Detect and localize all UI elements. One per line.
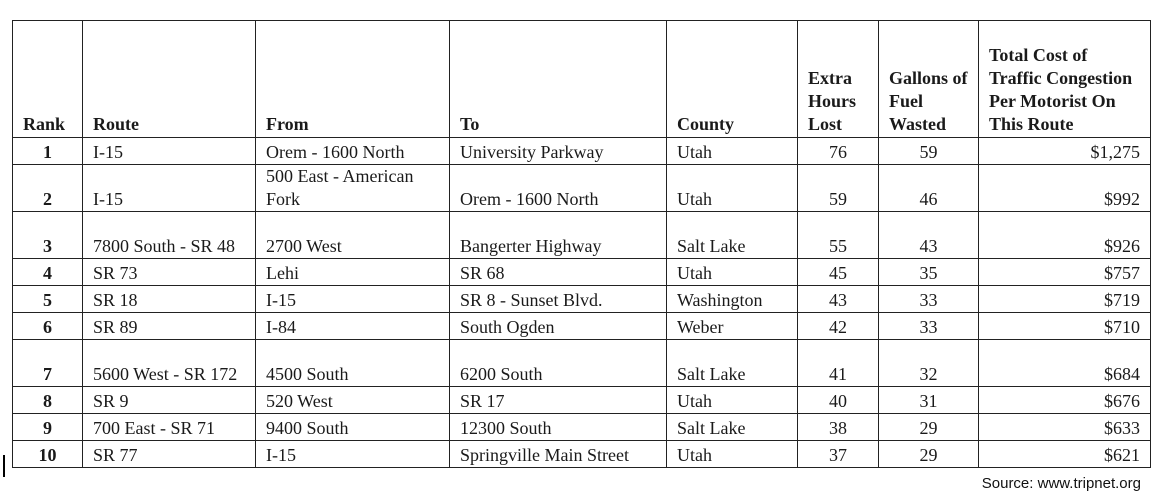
county-cell: Utah <box>667 165 798 212</box>
from-cell: I-84 <box>256 313 450 340</box>
gallons-cell: 32 <box>879 340 979 387</box>
route-cell: 700 East - SR 71 <box>83 414 256 441</box>
rank-cell: 9 <box>13 414 83 441</box>
header-gallons-fuel-wasted: Gallons of Fuel Wasted <box>879 21 979 138</box>
gallons-cell: 29 <box>879 414 979 441</box>
to-cell: Springville Main Street <box>450 441 667 468</box>
cost-cell: $633 <box>979 414 1151 441</box>
hours-cell: 55 <box>798 212 879 259</box>
gallons-cell: 46 <box>879 165 979 212</box>
cost-cell: $719 <box>979 286 1151 313</box>
rank-cell: 5 <box>13 286 83 313</box>
from-cell: 4500 South <box>256 340 450 387</box>
rank-cell: 8 <box>13 387 83 414</box>
to-cell: University Parkway <box>450 138 667 165</box>
hours-cell: 45 <box>798 259 879 286</box>
county-cell: Utah <box>667 441 798 468</box>
header-from: From <box>256 21 450 138</box>
header-row <box>13 21 1151 138</box>
rank-cell: 7 <box>13 340 83 387</box>
from-cell: 9400 South <box>256 414 450 441</box>
county-cell: Weber <box>667 313 798 340</box>
hours-cell: 40 <box>798 387 879 414</box>
rank-cell: 4 <box>13 259 83 286</box>
county-cell: Salt Lake <box>667 340 798 387</box>
to-cell: Orem - 1600 North <box>450 165 667 212</box>
table-row <box>13 259 1151 286</box>
text-cursor <box>3 455 5 477</box>
to-cell: 12300 South <box>450 414 667 441</box>
header-rank: Rank <box>13 21 83 138</box>
table-row <box>13 138 1151 165</box>
cost-cell: $676 <box>979 387 1151 414</box>
from-cell: I-15 <box>256 286 450 313</box>
hours-cell: 76 <box>798 138 879 165</box>
header-total-cost: Total Cost of Traffic Congestion Per Motorist On This Route <box>979 21 1151 138</box>
route-cell: I-15 <box>83 165 256 212</box>
hours-cell: 41 <box>798 340 879 387</box>
rank-cell: 6 <box>13 313 83 340</box>
cost-cell: $621 <box>979 441 1151 468</box>
table-row <box>13 313 1151 340</box>
header-route: Route <box>83 21 256 138</box>
header-extra-hours-lost: Extra Hours Lost <box>798 21 879 138</box>
county-cell: Utah <box>667 259 798 286</box>
to-cell: SR 17 <box>450 387 667 414</box>
hours-cell: 37 <box>798 441 879 468</box>
gallons-cell: 31 <box>879 387 979 414</box>
table-row <box>13 441 1151 468</box>
gallons-cell: 33 <box>879 286 979 313</box>
gallons-cell: 33 <box>879 313 979 340</box>
rank-cell: 10 <box>13 441 83 468</box>
cost-cell: $992 <box>979 165 1151 212</box>
route-cell: SR 73 <box>83 259 256 286</box>
header-county: County <box>667 21 798 138</box>
cost-cell: $684 <box>979 340 1151 387</box>
hours-cell: 38 <box>798 414 879 441</box>
table-row <box>13 340 1151 387</box>
gallons-cell: 29 <box>879 441 979 468</box>
hours-cell: 59 <box>798 165 879 212</box>
from-cell: 520 West <box>256 387 450 414</box>
to-cell: Bangerter Highway <box>450 212 667 259</box>
table-row <box>13 212 1151 259</box>
route-cell: I-15 <box>83 138 256 165</box>
rank-cell: 2 <box>13 165 83 212</box>
rank-cell: 1 <box>13 138 83 165</box>
hours-cell: 42 <box>798 313 879 340</box>
from-cell: Orem - 1600 North <box>256 138 450 165</box>
from-cell: Lehi <box>256 259 450 286</box>
table-row <box>13 165 1151 212</box>
table-row <box>13 387 1151 414</box>
cost-cell: $710 <box>979 313 1151 340</box>
to-cell: SR 68 <box>450 259 667 286</box>
route-cell: 7800 South - SR 48 <box>83 212 256 259</box>
gallons-cell: 59 <box>879 138 979 165</box>
county-cell: Salt Lake <box>667 414 798 441</box>
to-cell: South Ogden <box>450 313 667 340</box>
from-cell: 500 East - American Fork <box>256 165 450 212</box>
county-cell: Washington <box>667 286 798 313</box>
cost-cell: $757 <box>979 259 1151 286</box>
route-cell: SR 9 <box>83 387 256 414</box>
route-cell: SR 89 <box>83 313 256 340</box>
county-cell: Utah <box>667 138 798 165</box>
route-cell: SR 18 <box>83 286 256 313</box>
to-cell: SR 8 - Sunset Blvd. <box>450 286 667 313</box>
table-row <box>13 286 1151 313</box>
route-cell: 5600 West - SR 172 <box>83 340 256 387</box>
gallons-cell: 43 <box>879 212 979 259</box>
hours-cell: 43 <box>798 286 879 313</box>
congestion-table <box>12 20 1151 468</box>
to-cell: 6200 South <box>450 340 667 387</box>
source-note: Source: www.tripnet.org <box>981 475 1141 492</box>
county-cell: Salt Lake <box>667 212 798 259</box>
county-cell: Utah <box>667 387 798 414</box>
cost-cell: $1,275 <box>979 138 1151 165</box>
route-cell: SR 77 <box>83 441 256 468</box>
rank-cell: 3 <box>13 212 83 259</box>
from-cell: 2700 West <box>256 212 450 259</box>
gallons-cell: 35 <box>879 259 979 286</box>
header-to: To <box>450 21 667 138</box>
cost-cell: $926 <box>979 212 1151 259</box>
from-cell: I-15 <box>256 441 450 468</box>
table-row <box>13 414 1151 441</box>
